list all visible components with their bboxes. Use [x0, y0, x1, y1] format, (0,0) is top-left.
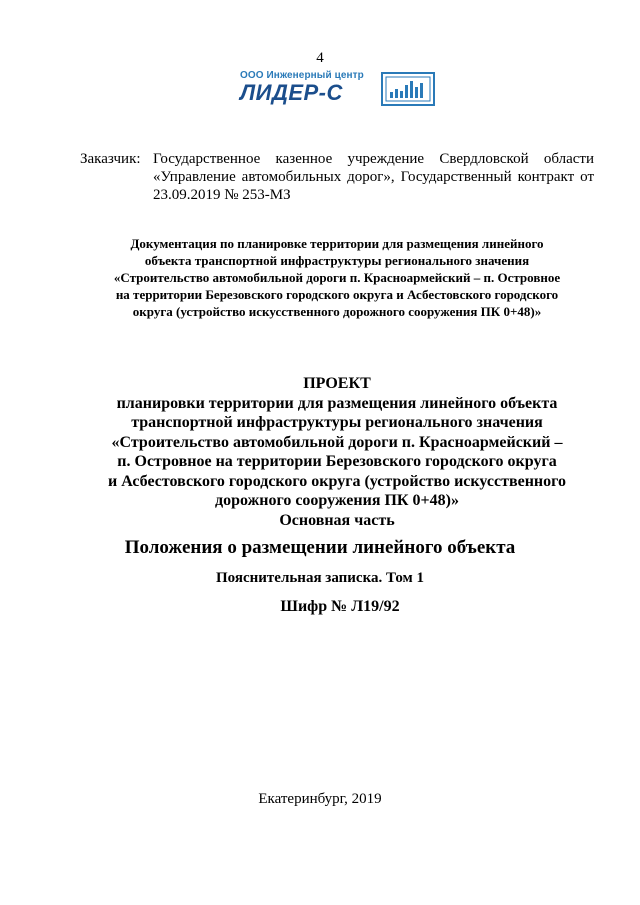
project-title-line: «Строительство автомобильной дороги п. Красноармейский –	[111, 433, 563, 451]
company-logo	[238, 70, 438, 108]
project-part: Основная часть	[279, 511, 395, 529]
project-title-line: транспортной инфраструктуры регионального значения	[131, 414, 543, 431]
project-title-line: п. Островное на территории Березовского городского округа	[117, 453, 557, 470]
customer-label: Заказчик:	[80, 151, 141, 167]
documentation-title-line: Документация по планировке территории для размещения линейного	[130, 236, 544, 251]
city-year: Екатеринбург, 2019	[258, 791, 382, 807]
page-number: 4	[316, 50, 324, 66]
documentation-title-line: объекта транспортной инфраструктуры регионального значения	[144, 253, 530, 268]
logo-name-text: ЛИДЕР-С	[240, 80, 343, 105]
documentation-title	[80, 235, 594, 320]
logo-emblem-icon	[381, 72, 435, 106]
volume-title: Пояснительная записка. Том 1	[215, 570, 425, 586]
logo-company-text: ООО Инженерный центр	[240, 70, 364, 81]
documentation-title-line: округа (устройство искусственного дорожного сооружения ПК 0+48)»	[132, 304, 542, 319]
project-title-line: дорожного сооружения ПК 0+48)»	[215, 492, 459, 509]
documentation-title-line: «Строительство автомобильной дороги п. Красноармейский – п. Островное	[113, 270, 561, 285]
cipher-code: Шифр № Л19/92	[280, 598, 400, 615]
project-heading: ПРОЕКТ	[303, 375, 371, 392]
section-title: Положения о размещении линейного объекта	[124, 537, 516, 558]
project-title	[60, 374, 614, 530]
project-title-line: планировки территории для размещения линейного объекта	[116, 394, 558, 412]
customer-text: Государственное казенное учреждение Свердловской области «Управление автомобильных дорог», Государственный контракт от 23.09.2019 № 253-МЗ	[153, 151, 594, 203]
project-title-line: и Асбестовского городского округа (устройство искусственного	[108, 472, 566, 490]
documentation-title-line: на территории Березовского городского округа и Асбестовского городского	[115, 287, 559, 302]
